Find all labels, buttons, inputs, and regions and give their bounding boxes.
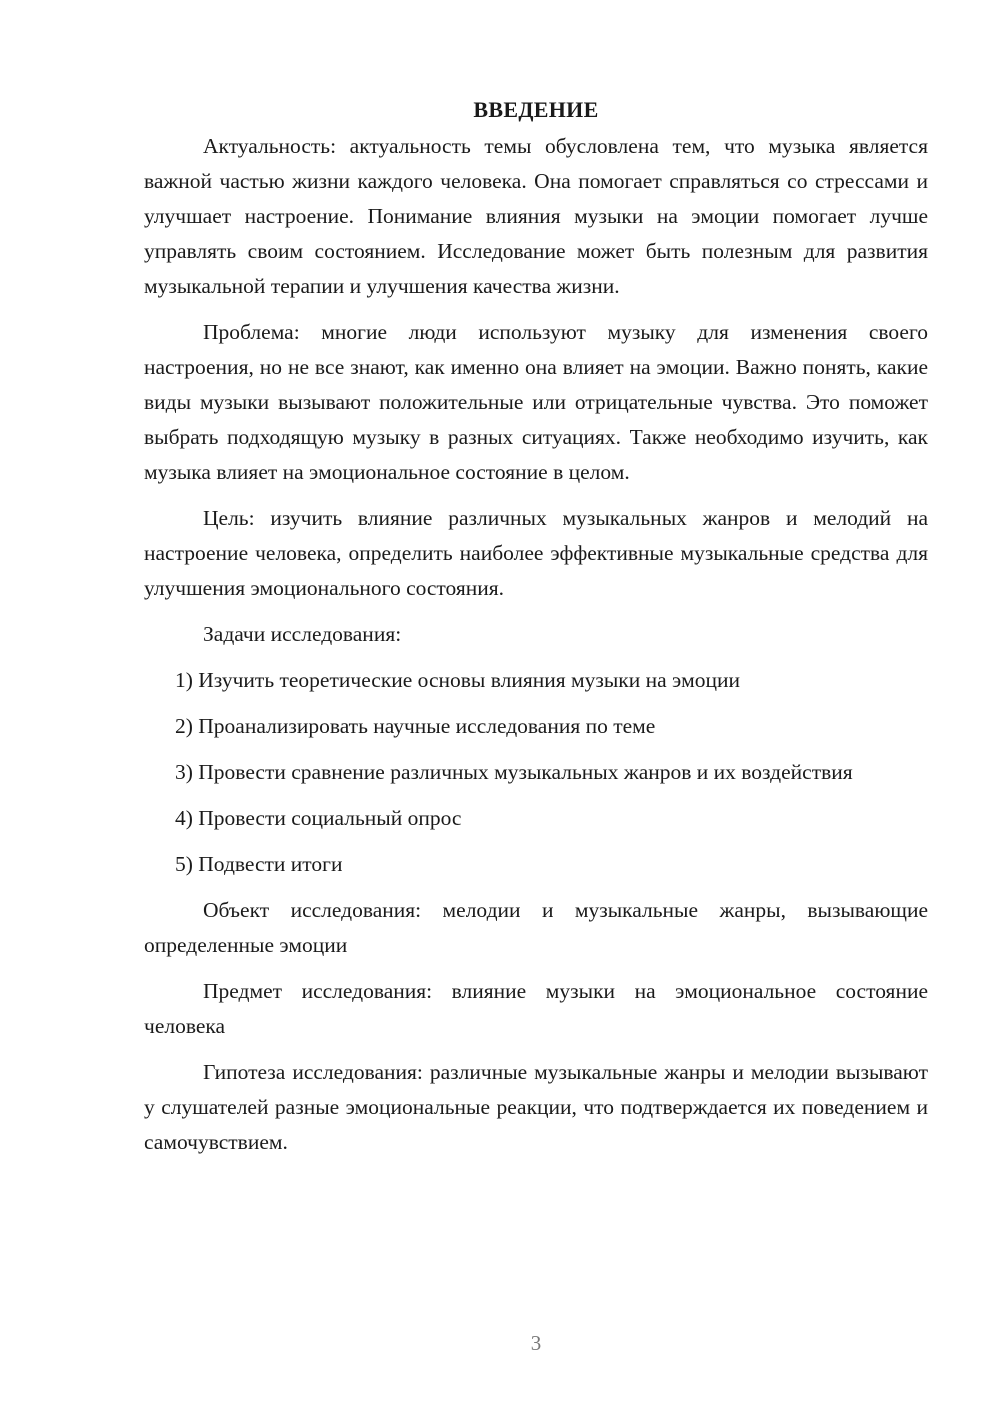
task-item: 4) Провести социальный опрос: [175, 806, 462, 830]
goal-paragraph: Цель: изучить влияние различных музыкальных жанров и мелодий на настроение человека, определить наиболее эффективные музыкальные средства для улучшения эмоционального состояния.: [144, 506, 928, 600]
task-item: 3) Провести сравнение различных музыкальных жанров и их воздействия: [175, 760, 853, 784]
page-number: 3: [530, 1331, 542, 1355]
relevance-paragraph: Актуальность: актуальность темы обусловлена тем, что музыка является важной частью жизни каждого человека. Она помогает справляться со стрессами и улучшает настроение. Понимание влияния музыки на эмоции помогает лучше управлять своим состоянием. Исследование может быть полезным для развития музыкальной терапии и улучшения качества жизни.: [144, 134, 928, 298]
task-item: 1) Изучить теоретические основы влияния музыки на эмоции: [175, 668, 740, 692]
task-item: 2) Проанализировать научные исследования по теме: [175, 714, 656, 738]
tasks-intro: Задачи исследования:: [203, 622, 402, 646]
subject-paragraph: Предмет исследования: влияние музыки на эмоциональное состояние человека: [144, 979, 928, 1038]
object-paragraph: Объект исследования: мелодии и музыкальные жанры, вызывающие определенные эмоции: [144, 898, 928, 957]
task-item: 5) Подвести итоги: [175, 852, 343, 876]
document-page: [144, 92, 928, 1171]
problem-paragraph: Проблема: многие люди используют музыку для изменения своего настроения, но не все знают, как именно она влияет на эмоции. Важно понять, какие виды музыки вызывают положительные или отрицательные чувства. Это поможет выбрать подходящую музыку в разных ситуациях. Также необходимо изучить, как музыка влияет на эмоциональное состояние в целом.: [144, 320, 928, 484]
section-heading: ВВЕДЕНИЕ: [473, 97, 599, 122]
hypothesis-paragraph: Гипотеза исследования: различные музыкальные жанры и мелодии вызывают у слушателей разные эмоциональные реакции, что подтверждается их поведением и самочувствием.: [144, 1060, 928, 1154]
